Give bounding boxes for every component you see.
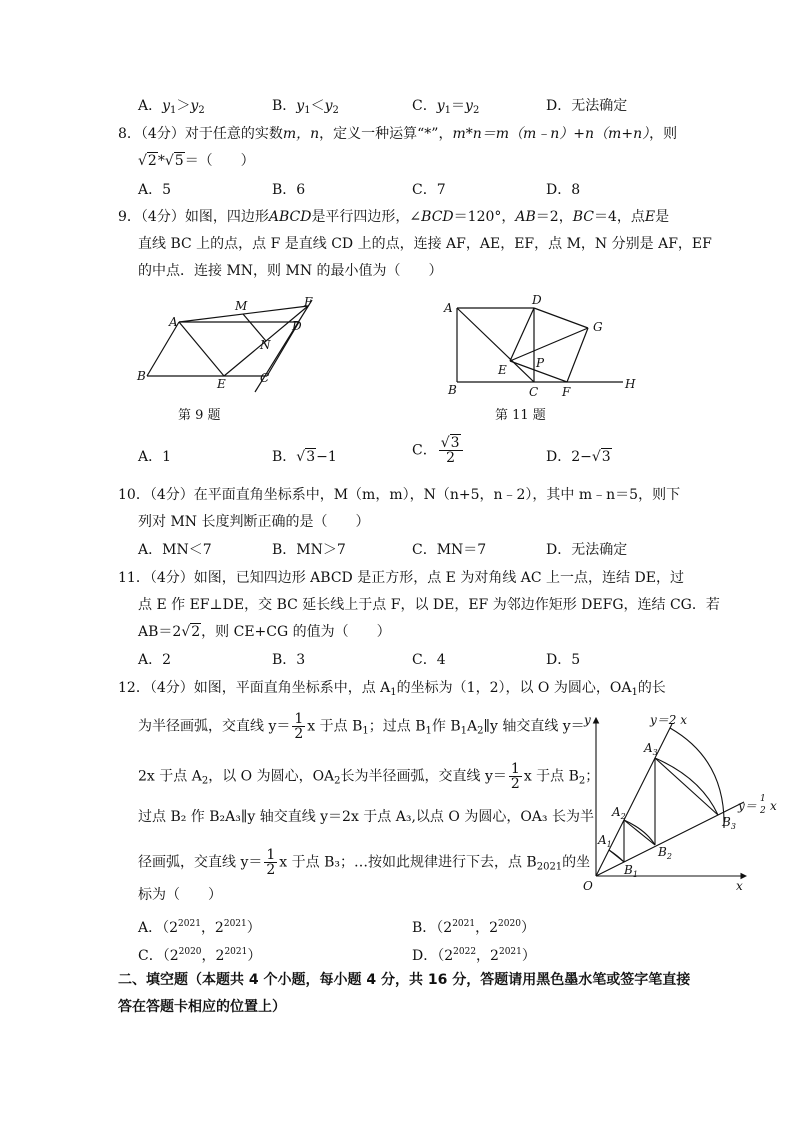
q11-option-a: A．2 [138, 652, 172, 668]
q7-option-b: B．$y_1<y_2$ [272, 98, 339, 116]
q9-option-c: C． $\frac{√3}{2}$ [412, 436, 465, 465]
sqrt-2: √2 [138, 153, 157, 169]
q8-option-b: B．6 [272, 182, 306, 198]
figure-9 [132, 290, 322, 400]
fig12-label-a3: $A_3$ [644, 741, 658, 757]
q10-option-a: A．MN＜7 [138, 542, 212, 558]
section-2-heading-line2: 答在答题卡相应的位置上） [118, 999, 286, 1015]
fig12-label-a1: $A_1$ [598, 833, 612, 849]
q11-option-b: B．3 [272, 652, 306, 668]
fig11-label-e: E [498, 363, 507, 377]
q8-option-a: A．5 [138, 182, 172, 198]
fig12-label-o: O [583, 879, 593, 893]
fig12-label-a2: $A_2$ [612, 805, 626, 821]
fig12-label-b3: $B_3$ [722, 815, 736, 831]
q11-stem-line3: AB＝2√2，则 CE+CG 的值为（ ） [138, 624, 391, 640]
q8-stem-line1: 8．（4分）对于任意的实数m，n，定义一种运算“*”，m*n＝m（m﹣n）+n（m+n），则 [118, 126, 678, 142]
q7-option-a: A．$y_1>y_2$ [138, 98, 205, 116]
fig11-label-h: H [625, 377, 636, 391]
q7-option-c: C．$y_1=y_2$ [412, 98, 480, 116]
fig12-label-line-2x: y＝2 x [650, 713, 687, 727]
q12-stem-line3: 2x 于点 $A_2$，以 O 为圆心，$OA_2$长为半径画弧，交直线 y＝ $\frac{1}{2}$ x 于点 $B_2$； [138, 761, 600, 792]
q10-option-b: B．MN＞7 [272, 542, 346, 558]
fig9-label-f: F [304, 295, 313, 309]
fig9-label-m: M [235, 299, 248, 313]
q11-option-d: D．5 [546, 652, 581, 668]
fig12-label-line-half: y＝ [738, 799, 757, 813]
figure-11 [438, 290, 648, 400]
q12-option-a: A．（$2^{2021}$，$2^{2021}$） [138, 919, 261, 936]
caption-figure-11: 第 11 题 [495, 408, 546, 423]
q11-stem-line2: 点 E 作 EF⊥DE，交 BC 延长线上于点 F，以 DE，EF 为邻边作矩形 DEFG，连结 CG．若 [138, 597, 720, 613]
fig11-label-b: B [448, 383, 457, 397]
fig9-label-a: A [169, 315, 178, 329]
q8-option-c: C．7 [412, 182, 446, 198]
q7-option-d: D．无法确定 [546, 98, 628, 114]
fig12-label-y-axis: y [584, 713, 591, 727]
q8-option-d: D．8 [546, 182, 581, 198]
svg-text:x: x [770, 799, 777, 813]
fig9-label-d: D [292, 319, 302, 333]
q12-option-c: C．（$2^{2020}$，$2^{2021}$） [138, 947, 262, 964]
fig11-label-d: D [532, 293, 542, 307]
q12-stem-line5: 径画弧，交直线 y＝ $\frac{1}{2}$ x 于点 B₃；…按如此规律进行下去，点 $B_{2021}$的坐 [138, 847, 591, 878]
q12-stem-line1: 12．（4分）如图，平面直角坐标系中，点 $A_1$的坐标为（1，2），以 O 为圆心，$OA_1$的长 [118, 680, 666, 698]
q9-stem-line1: 9．（4分）如图，四边形ABCD是平行四边形，∠BCD＝120°，AB＝2，BC＝4，点E是 [118, 209, 670, 225]
fig12-label-b1: $B_1$ [624, 863, 638, 879]
q9-stem-line3: 的中点．连接 MN，则 MN 的最小值为（ ） [138, 263, 443, 279]
fig9-label-e: E [217, 377, 226, 391]
q12-stem-line4: 过点 B₂ 作 B₂A₃∥y 轴交直线 y＝2x 于点 A₃,以点 O 为圆心，OA₃ 长为半 [138, 809, 594, 825]
fig9-label-c: C [260, 371, 270, 385]
sqrt-5: √5 [164, 153, 184, 169]
fig11-label-g: G [593, 320, 603, 334]
q9-stem-line2: 直线 BC 上的点，点 F 是直线 CD 上的点，连接 AF，AE，EF，点 M，N 分别是 AF，EF [138, 236, 712, 252]
q10-option-c: C．MN＝7 [412, 542, 487, 558]
figure-12 [576, 710, 786, 895]
q9-option-b: B．√3−1 [272, 449, 337, 465]
svg-text:2: 2 [760, 806, 766, 816]
q10-stem-line1: 10．（4分）在平面直角坐标系中，M（m，m），N（n+5，n﹣2），其中 m﹣n＝5，则下 [118, 487, 681, 503]
fig11-label-c: C [529, 385, 539, 399]
fig11-label-p: P [536, 356, 545, 370]
q12-stem-line2: 为半径画弧，交直线 y＝ $\frac{1}{2}$ x 于点 $B_1$；过点 $B_1$作 $B_1A_2\parallel y$ 轴交直线 y＝ [138, 711, 585, 742]
caption-figure-9: 第 9 题 [178, 408, 221, 423]
fig12-label-b2: $B_2$ [658, 845, 672, 861]
fig11-label-f: F [562, 385, 571, 399]
q9-option-d: D．2−√3 [546, 449, 611, 465]
svg-text:1: 1 [760, 794, 766, 804]
fig9-label-b: B [137, 369, 146, 383]
fig12-label-x-axis: x [736, 879, 743, 893]
q11-stem-line1: 11．（4分）如图，已知四边形 ABCD 是正方形，点 E 为对角线 AC 上一点，连结 DE，过 [118, 570, 684, 586]
q10-stem-line2: 列对 MN 长度判断正确的是（ ） [138, 514, 370, 530]
q12-stem-line6: 标为（ ） [138, 887, 222, 903]
section-2-heading-line1: 二、填空题（本题共 4 个小题，每小题 4 分，共 16 分，答题请用黑色墨水笔或签字笔直接 [118, 972, 691, 988]
q12-option-d: D．（$2^{2022}$，$2^{2021}$） [412, 947, 536, 964]
q12-option-b: B．（$2^{2021}$，$2^{2020}$） [412, 919, 535, 936]
q11-option-c: C．4 [412, 652, 446, 668]
q8-stem-line2: √2*√5＝（ ） [138, 153, 255, 169]
fig9-label-n: N [260, 338, 271, 352]
q10-option-d: D．无法确定 [546, 542, 628, 558]
fig11-label-a: A [444, 301, 453, 315]
q9-option-a: A．1 [138, 449, 172, 465]
